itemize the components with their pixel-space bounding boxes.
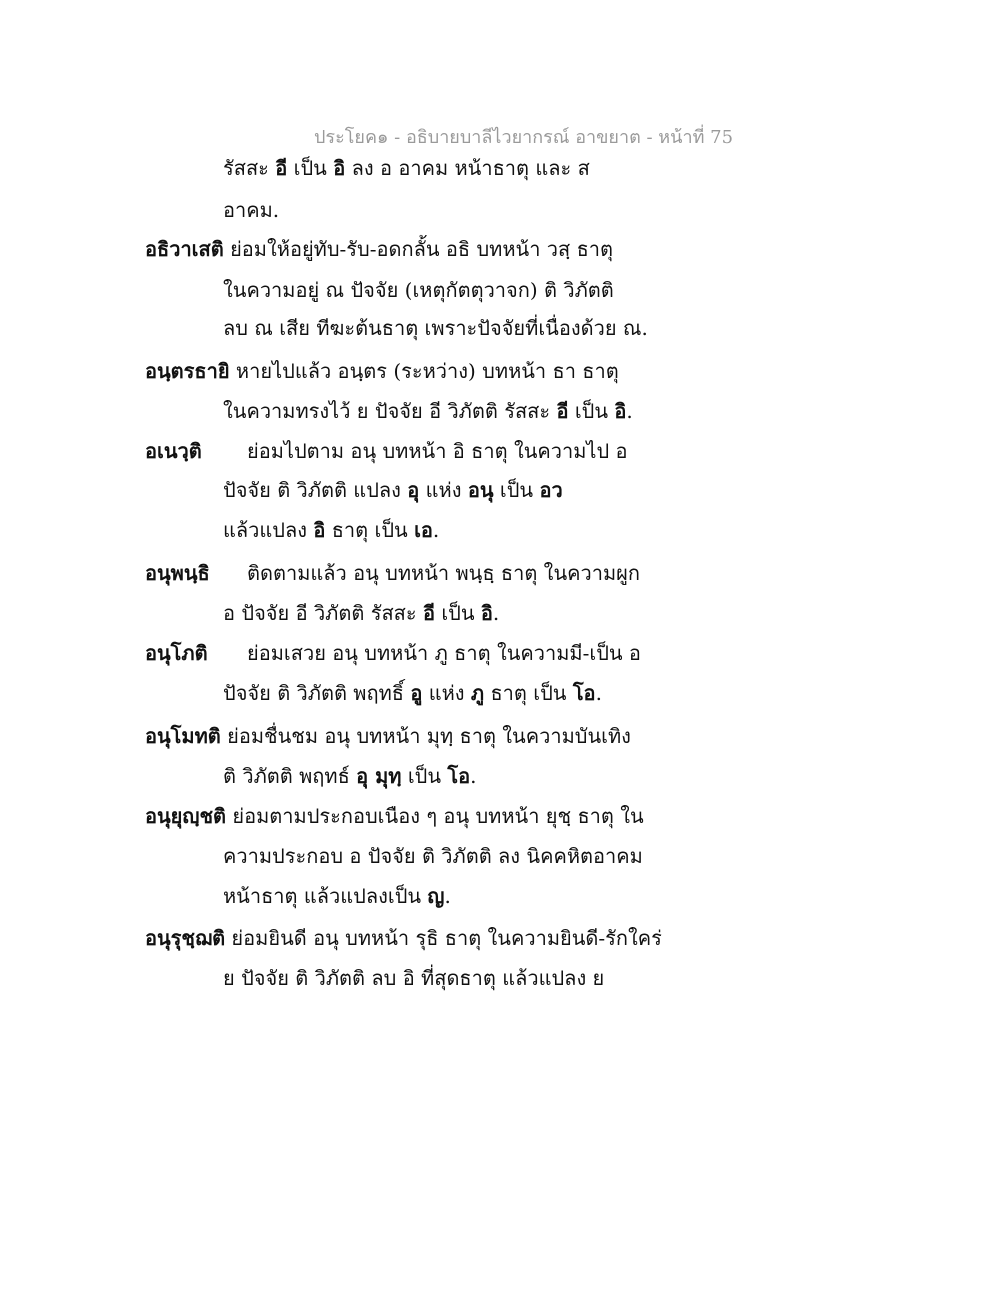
bold-text-run: อุ [407, 478, 420, 502]
bold-text-run: เอ [414, 518, 433, 542]
text-run: . [595, 681, 602, 705]
entry-term: อนุโมทติ [145, 724, 221, 748]
text-run: เป็น [493, 478, 540, 502]
page-header: ประโยค๑ - อธิบายบาลีไวยากรณ์ อาขยาต - หน้าที่ 75 [314, 127, 734, 148]
text-run: ความประกอบ อ ปัจจัย ติ วิภัตติ ลง นิคคหิตอาคม [223, 844, 643, 868]
bold-text-run: อี [275, 156, 288, 180]
entry-line-head [145, 924, 662, 952]
text-run: ลง อ อาคม หน้าธาตุ และ ส [345, 156, 590, 180]
text-run: . [432, 518, 440, 542]
entry-line [223, 397, 633, 425]
entry-line [223, 679, 602, 707]
entry-line [223, 882, 451, 910]
bold-text-run: อุ มุทฺ [356, 764, 402, 788]
bold-text-run: อิ [333, 156, 346, 180]
bold-text-run: อิ [480, 601, 493, 625]
entry-term: อธิวาเสติ [145, 237, 224, 261]
text-run: หน้าธาตุ แล้วแปลงเป็น [223, 884, 428, 908]
text-run: แล้วแปลง [223, 518, 314, 542]
text-run: ติ วิภัตติ พฤทธ์ [223, 764, 357, 788]
entry-line [223, 196, 279, 224]
text-run: เป็น [401, 764, 448, 788]
entry-line [223, 842, 643, 870]
text-run: ในความทรงไว้ ย ปัจจัย อี วิภัตติ รัสสะ [223, 399, 557, 423]
entry-line-head [145, 357, 619, 385]
text-run: เป็น [287, 156, 334, 180]
text-run: ติดตามแล้ว อนุ บทหน้า พนฺธฺ ธาตุ ในความผูก [247, 561, 640, 585]
text-run: แห่ง [419, 478, 468, 502]
text-run: . [492, 601, 500, 625]
bold-text-run: โอ [447, 764, 471, 788]
text-run: ในความอยู่ ณ ปัจจัย (เหตุกัตตุวาจก) ติ วิภัตติ [223, 278, 614, 302]
bold-text-run: อิ [313, 518, 326, 542]
entry-line-head [145, 722, 631, 750]
bold-text-run: อู [410, 681, 423, 705]
entry-term: อนุรุชฺฌติ [145, 926, 226, 950]
entry-line [223, 476, 563, 504]
entry-line [223, 276, 614, 304]
entry-term: อเนวฺติ [145, 439, 202, 463]
entry-term: อนุพนฺธิ [145, 561, 210, 585]
text-run: เป็น [434, 601, 481, 625]
entry-term: อนฺตรธายิ [145, 359, 230, 383]
text-run: ลบ ณ เสีย ทีฆะต้นธาตุ เพราะปัจจัยที่เนื่องด้วย ณ. [223, 316, 648, 340]
text-run: เป็น [568, 399, 615, 423]
entry-line-head [145, 437, 628, 465]
text-run: . [444, 884, 451, 908]
text-run: แห่ง [422, 681, 471, 705]
entry-line [223, 762, 477, 790]
entry-line [223, 964, 604, 992]
bold-text-run: อิ [614, 399, 627, 423]
text-run: ย ปัจจัย ติ วิภัตติ ลบ อิ ที่สุดธาตุ แล้วแปลง ย [223, 966, 605, 990]
bold-text-run: ภู [470, 681, 485, 705]
text-run: ปัจจัย ติ วิภัตติ แปลง [223, 478, 408, 502]
entry-line-head [145, 559, 640, 587]
text-run: ย่อมชื่นชม อนุ บทหน้า มุทฺ ธาตุ ในความบันเทิง [220, 724, 631, 748]
entry-line [223, 516, 439, 544]
entry-line-head [145, 639, 641, 667]
bold-text-run: อี [422, 601, 435, 625]
bold-text-run: ญ [427, 884, 445, 908]
entry-term: อนุโภติ [145, 641, 208, 665]
text-run: ธาตุ เป็น [484, 681, 573, 705]
entry-line [223, 314, 648, 342]
text-run: . [470, 764, 477, 788]
bold-text-run: อี [556, 399, 569, 423]
text-run: อ ปัจจัย อี วิภัตติ รัสสะ [223, 601, 423, 625]
entry-line-head [145, 235, 613, 263]
text-run: ธาตุ เป็น [325, 518, 415, 542]
entry-line [223, 599, 499, 627]
bold-text-run: อนุ [467, 478, 494, 502]
entry-term: อนุยุญฺชติ [145, 804, 227, 828]
bold-text-run: อว [539, 478, 563, 502]
text-run: ย่อมเสวย อนุ บทหน้า ภู ธาตุ ในความมี-เป็น อ [247, 641, 641, 665]
text-run: ปัจจัย ติ วิภัตติ พฤทธิ์ [223, 681, 411, 705]
text-run: ย่อมให้อยู่ทับ-รับ-อดกลั้น อธิ บทหน้า วสฺ ธาตุ [223, 237, 614, 261]
text-run: ย่อมยินดี อนุ บทหน้า รุธิ ธาตุ ในความยินดี-รักใคร่ [225, 926, 662, 950]
entry-line-head [145, 802, 644, 830]
bold-text-run: โอ [572, 681, 596, 705]
text-run: หายไปแล้ว อนฺตร (ระหว่าง) บทหน้า ธา ธาตุ [229, 359, 619, 383]
entry-line [223, 154, 590, 182]
text-run: ย่อมไปตาม อนุ บทหน้า อิ ธาตุ ในความไป อ [247, 439, 628, 463]
text-run: อาคม. [223, 198, 280, 222]
text-run: ย่อมตามประกอบเนือง ๆ อนุ บทหน้า ยุชฺ ธาตุ ใน [226, 804, 644, 828]
text-run: รัสสะ [223, 156, 276, 180]
text-run: . [626, 399, 633, 423]
